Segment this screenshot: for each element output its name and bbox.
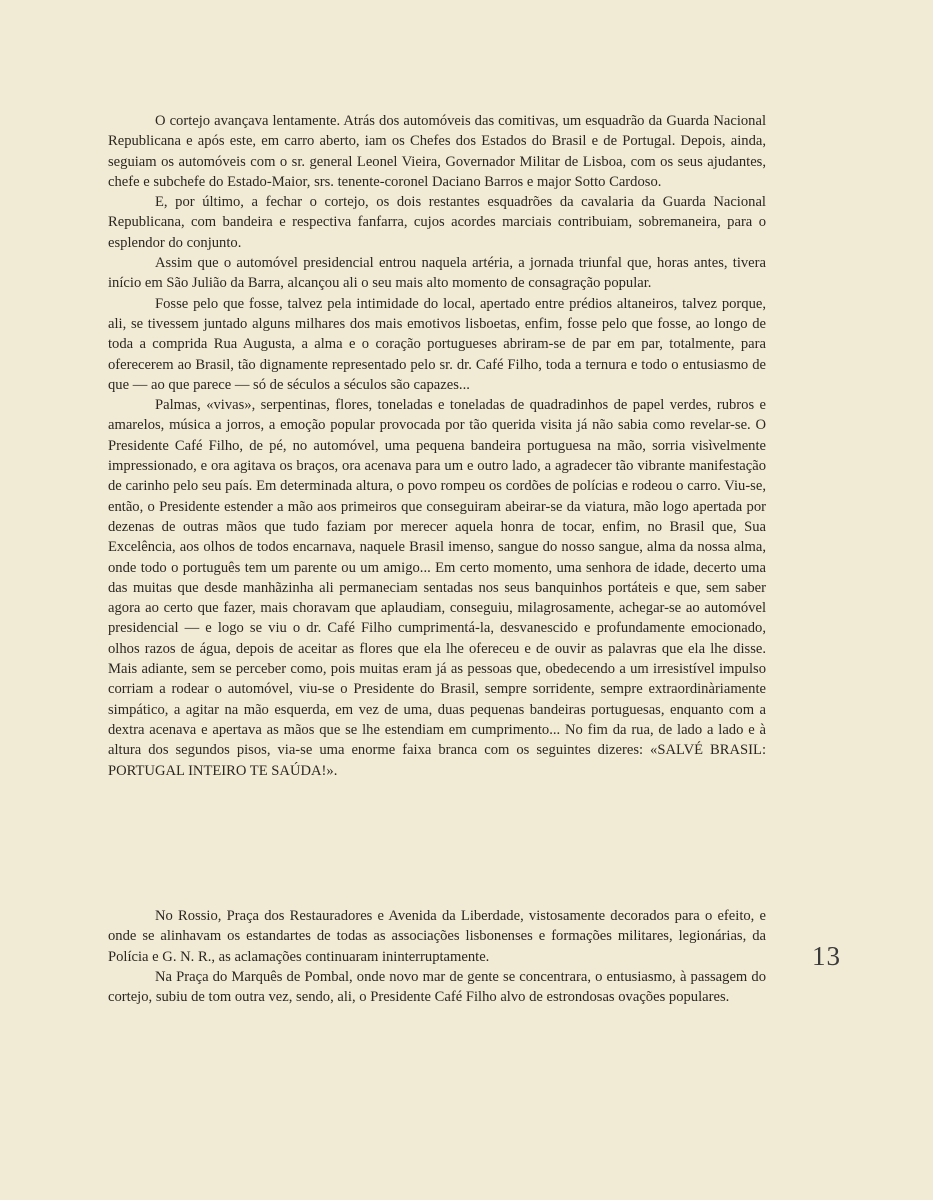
paragraph-automovel: Assim que o automóvel presidencial entrou naquela artéria, a jornada triunfal que, horas antes, tivera início em São Julião da Barra, alcançou ali o seu mais alto momento de consagração popular.: [108, 255, 766, 292]
paragraph-rossio: No Rossio, Praça dos Restauradores e Avenida da Liberdade, vistosamente decorados para o efeito, e onde se alinhavam os estandartes de todas as associações lisbonenses e formações militares, legionárias, da Polícia e G. N. R., as aclamações continuaram ininterruptamente.: [108, 908, 766, 965]
body-text-section-bottom: [108, 906, 766, 1007]
paragraph-pombal: Na Praça do Marquês de Pombal, onde novo mar de gente se concentrara, o entusiasmo, à passagem do cortejo, subiu de tom outra vez, sendo, ali, o Presidente Café Filho alvo de estrondosas ovações populares.: [108, 968, 766, 1006]
paragraph-cortejo: O cortejo avançava lentamente. Atrás dos automóveis das comitivas, um esquadrão da Guarda Nacional Republicana e após este, em carro aberto, iam os Chefes dos Estados do Brasil e de Portugal. Depois, ainda, seguiam os automóveis com o sr. general Leonel Vieira, Governador Militar de Lisboa, com os seus ajudantes, chefe e subchefe do Estado-Maior, srs. tenente-coronel Daciano Barros e major Sotto Cardoso.: [108, 113, 766, 190]
paragraph-fosse: Fosse pelo que fosse, talvez pela intimidade do local, apertado entre prédios altaneiros, talvez porque, ali, se tivessem juntado alguns milhares dos mais emotivos lisboetas, enfim, fosse pelo que fosse, ao longo de toda a comprida Rua Augusta, a alma e o coração portugueses abriram-se de par em par, totalmente, para oferecerem ao Brasil, tão dignamente representado pelo sr. dr. Café Filho, toda a ternura e todo o entusiasmo de que — ao que parece — só de séculos a séculos são capazes...: [108, 295, 766, 393]
paragraph-ultimo: E, por último, a fechar o cortejo, os dois restantes esquadrões da cavalaria da Guarda Nacional Republicana, com bandeira e respectiva fanfarra, cujos acordes marciais contribuiam, sobremaneira, para o esplendor do conjunto.: [108, 194, 766, 251]
paragraph-palmas: Palmas, «vivas», serpentinas, flores, toneladas e toneladas de quadradinhos de papel verdes, rubros e amarelos, música a jorros, a emoção popular provocada por tão querida visita já não sabia como revelar-se. O Presidente Café Filho, de pé, no automóvel, uma pequena bandeira portuguesa na mão, sorria visìvelmente impressionado, e ora agitava os braços, ora acenava para um e outro lado, a agradecer tão vibrante manifestação de carinho pelo seu país. Em determinada altura, o povo rompeu os cordões de polícias e rodeou o carro. Viu-se, então, o Presidente estender a mão aos primeiros que conseguiram abeirar-se da viatura, mão logo apertada por dezenas de outras mãos que tudo faziam por merecer aquela honra de tocar, enfim, no Brasil que, Sua Excelência, aos olhos de todos encarnava, naquele Brasil imenso, sangue do nosso sangue, alma da nossa alma, onde todo o português tem um parente ou um amigo... Em certo momento, uma senhora de idade, decerto uma das muitas que desde manhãzinha ali permaneciam sentadas nos seus banquinhos portáteis e que, sem saber agora ao certo que fazer, mais choravam que aplaudiam, conseguiu, milagrosamente, achegar-se ao automóvel presidencial — e logo se viu o dr. Café Filho cumprimentá-la, desvanescido e profundamente emocionado, olhos razos de água, depois de aceitar as flores que ela lhe ofereceu e de ouvir as palavras que ela lhe disse. Mais adiante, sem se perceber como, pois muitas eram já as pessoas que, obedecendo a um irresistível impulso corriam a rodear o automóvel, viu-se o Presidente do Brasil, sempre sorridente, sempre extraordinàriamente simpático, a agitar na mão esquerda, em vez de uma, duas pequenas bandeiras portuguesas, enquanto com a dextra acenava e apertava as mãos que se lhe estendiam em cumprimento... No fim da rua, de lado a lado e à altura dos segundos pisos, via-se uma enorme faixa branca com os seguintes dizeres: «SALVÉ BRASIL: PORTUGAL INTEIRO TE SAÚDA!».: [108, 397, 766, 779]
page-number: 13: [812, 941, 841, 971]
body-text-section-top: [108, 111, 766, 781]
